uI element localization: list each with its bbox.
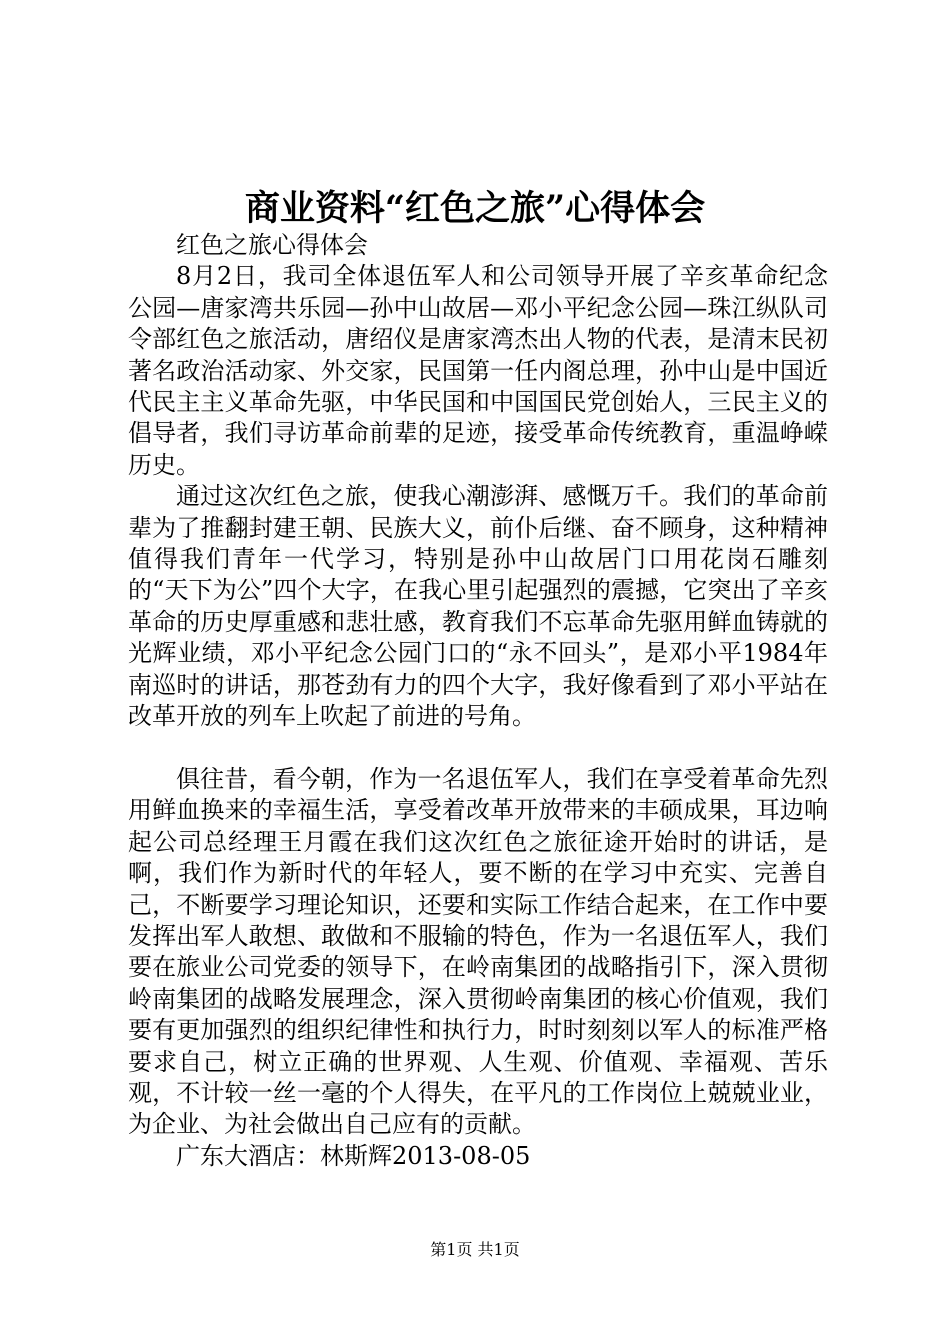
page-footer: 第1页 共1页 (430, 1240, 520, 1259)
paragraph-subtitle: 红色之旅心得体会 (176, 231, 368, 259)
document-title: 商业资料“红色之旅”心得体会 (244, 188, 706, 229)
paragraph-3: 俱往昔，看今朝，作为一名退伍军人，我们在享受着革命先烈用鲜血换来的幸福生活，享受着改革开放带来的丰硕成果，耳边响起公司总经理王月霞在我们这次红色之旅征途开始时的讲话，是啊，我们作为新时代的年轻人，要不断的在学习中充实、完善自己，不断要学习理论知识，还要和实际工作结合起来，在工作中要发挥出军人敢想、敢做和不服输的特色，作为一名退伍军人，我们要在旅业公司党委的领导下，在岭南集团的战略指引下，深入贯彻岭南集团的战略发展理念，深入贯彻岭南集团的核心价值观，我们要有更加强烈的组织纪律性和执行力，时时刻刻以军人的标准严格要求自己，树立正确的世界观、人生观、价值观、幸福观、苦乐观，不计较一丝一毫的个人得失，在平凡的工作岗位上兢兢业业，为企业、为社会做出自己应有的贡献。 (128, 764, 828, 1139)
signature-line: 广东大酒店：林斯辉2013-08-05 (176, 1141, 531, 1170)
paragraph-1: 8月2日，我司全体退伍军人和公司领导开展了辛亥革命纪念公园—唐家湾共乐园—孙中山故居—邓小平纪念公园—珠江纵队司令部红色之旅活动，唐绍仪是唐家湾杰出人物的代表，是清末民初著名政治活动家、外交家，民国第一任内阁总理，孙中山是中国近代民主主义革命先驱，中华民国和中国国民党创始人，三民主义的倡导者，我们寻访革命前辈的足迹，接受革命传统教育，重温峥嵘历史。 (128, 262, 828, 479)
paragraph-2: 通过这次红色之旅，使我心潮澎湃、感慨万千。我们的革命前辈为了推翻封建王朝、民族大义，前仆后继、奋不顾身，这种精神值得我们青年一代学习，特别是孙中山故居门口用花岗石雕刻的“天下为公”四个大字，在我心里引起强烈的震撼，它突出了辛亥革命的历史厚重感和悲壮感，教育我们不忘革命先驱用鲜血铸就的光辉业绩，邓小平纪念公园门口的“永不回头”，是邓小平1984年南巡时的讲话，那苍劲有力的四个大字，我好像看到了邓小平站在改革开放的列车上吹起了前进的号角。 (128, 482, 828, 731)
document-body (128, 230, 828, 1172)
paragraph-spacer (128, 733, 828, 764)
